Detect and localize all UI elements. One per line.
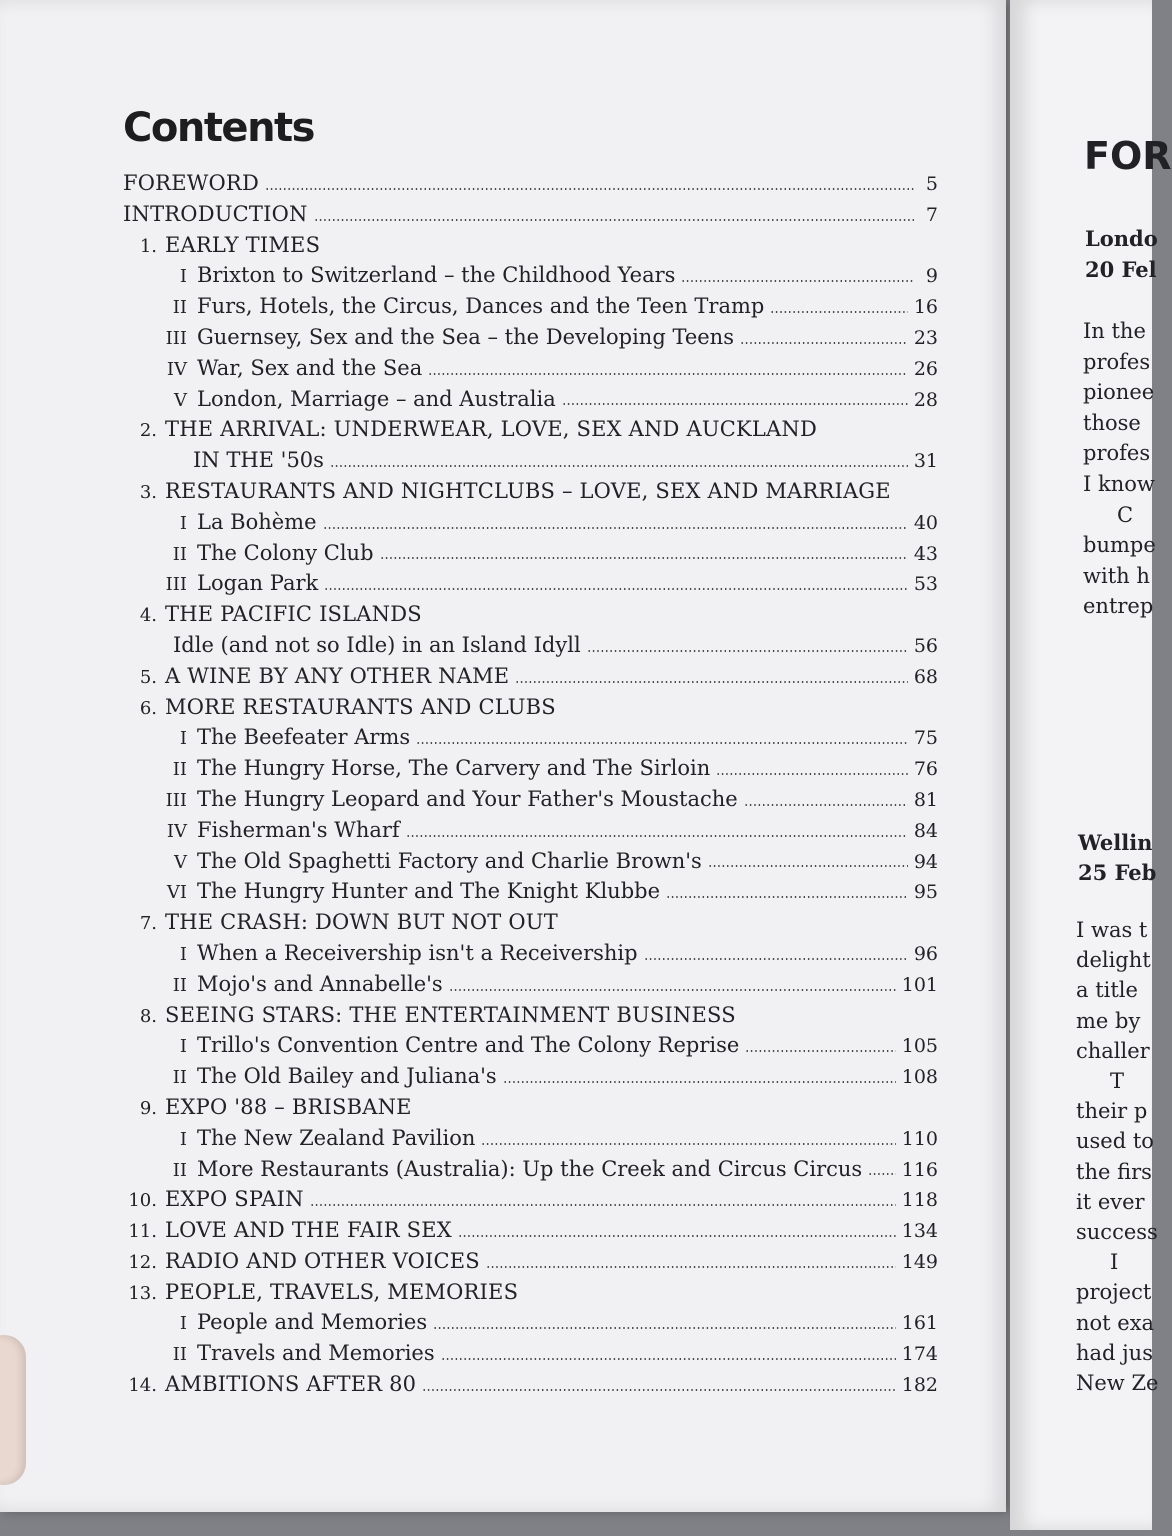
dot-leader <box>481 1143 895 1145</box>
entry-number: 5. <box>139 666 157 688</box>
entry-title: Trillo's Convention Centre and The Colony Reprise <box>197 1033 740 1058</box>
dot-leader <box>740 342 908 344</box>
entry-title: Logan Park <box>197 571 319 596</box>
entry-number: 1. <box>139 235 157 257</box>
toc-entry <box>123 1307 938 1338</box>
entry-title: The New Zealand Pavilion <box>197 1125 476 1150</box>
entry-page-number: 116 <box>901 1158 938 1181</box>
entry-page-number: 110 <box>901 1127 938 1150</box>
entry-title: Guernsey, Sex and the Sea – the Developing Teens <box>197 324 734 349</box>
entry-number: III <box>165 789 187 811</box>
dot-leader <box>330 465 908 467</box>
dot-leader <box>587 650 908 652</box>
toc-entry <box>123 1369 938 1400</box>
text-line-fragment: a title <box>1076 978 1138 1003</box>
entry-title: People and Memories <box>197 1310 428 1335</box>
entry-page-number: 43 <box>913 542 938 565</box>
entry-title: EXPO '88 – BRISBANE <box>165 1094 412 1119</box>
text-line-fragment: profes <box>1083 441 1151 466</box>
dot-leader <box>744 804 908 806</box>
text-line-fragment: used to <box>1076 1129 1154 1154</box>
entry-number: 7. <box>139 913 157 935</box>
dot-leader <box>310 1204 896 1206</box>
entry-page-number: 134 <box>901 1220 938 1243</box>
toc-entry <box>123 753 938 784</box>
entry-title: Brixton to Switzerland – the Childhood Years <box>197 263 676 288</box>
entry-title: The Hungry Leopard and Your Father's Moustache <box>197 786 738 811</box>
entry-number: II <box>172 1159 187 1181</box>
toc-entry <box>123 692 938 723</box>
entry-page-number: 31 <box>913 450 938 473</box>
entry-title: LOVE AND THE FAIR SEX <box>165 1218 452 1243</box>
entry-title: La Bohème <box>197 509 317 534</box>
entry-page-number: 5 <box>925 173 938 195</box>
dot-leader <box>458 1235 896 1237</box>
toc-entry <box>123 661 938 692</box>
text-line-fragment: delight <box>1076 948 1151 973</box>
foreword-heading-fragment: FOR <box>1084 134 1172 178</box>
toc-entry <box>123 199 938 230</box>
entry-number: 4. <box>139 605 157 627</box>
toc-entry <box>123 1246 938 1277</box>
entry-number: II <box>172 543 187 565</box>
toc-entry <box>123 876 938 907</box>
entry-number: IV <box>166 358 187 380</box>
entry-title: RESTAURANTS AND NIGHTCLUBS – LOVE, SEX AND MARRIAGE <box>165 478 891 503</box>
entry-title: The Hungry Horse, The Carvery and The Sirloin <box>197 756 711 781</box>
toc-entry <box>123 722 938 753</box>
entry-page-number: 26 <box>913 357 938 380</box>
entry-title: Travels and Memories <box>197 1341 435 1366</box>
entry-number: 11. <box>128 1221 157 1243</box>
toc-entry <box>123 969 938 1000</box>
dot-leader <box>770 311 907 313</box>
entry-page-number: 53 <box>913 573 938 596</box>
entry-title: A WINE BY ANY OTHER NAME <box>165 663 510 688</box>
entry-title: The Hungry Hunter and The Knight Klubbe <box>197 879 661 904</box>
contents-heading: Contents <box>123 105 314 151</box>
entry-number: 6. <box>139 697 157 719</box>
entry-number: II <box>172 1344 187 1366</box>
dot-leader <box>314 219 914 221</box>
entry-number: V <box>174 851 187 873</box>
dot-leader <box>416 742 908 744</box>
text-line-fragment: challer <box>1076 1038 1150 1063</box>
thumb <box>0 1335 26 1485</box>
text-line-fragment: profes <box>1083 349 1151 374</box>
entry-number: II <box>172 759 187 781</box>
text-line-fragment: not exa <box>1076 1310 1155 1335</box>
entry-page-number: 118 <box>901 1189 938 1212</box>
entry-title: THE CRASH: DOWN BUT NOT OUT <box>165 910 558 935</box>
table-of-contents <box>123 168 938 1400</box>
entry-title: MORE RESTAURANTS AND CLUBS <box>165 694 556 719</box>
toc-entry <box>123 815 938 846</box>
entry-number: 9. <box>139 1097 157 1119</box>
entry-page-number: 56 <box>913 634 938 657</box>
dot-leader <box>644 958 908 960</box>
text-line-fragment: it ever <box>1076 1189 1145 1214</box>
entry-number: I <box>179 266 187 288</box>
entry-title: More Restaurants (Australia): Up the Creek and Circus Circus <box>197 1156 863 1181</box>
entry-number: I <box>179 1128 187 1150</box>
toc-entry <box>123 476 938 507</box>
toc-entry <box>123 168 938 199</box>
entry-number: 8. <box>139 1005 157 1027</box>
entry-title: London, Marriage – and Australia <box>197 386 556 411</box>
toc-entry <box>123 230 938 261</box>
toc-entry <box>123 1123 938 1154</box>
toc-entry <box>123 599 938 630</box>
entry-page-number: 94 <box>913 850 938 873</box>
text-line-fragment: In the <box>1083 319 1146 343</box>
entry-number: 10. <box>128 1190 157 1212</box>
toc-entry <box>123 1154 938 1185</box>
entry-number: 14. <box>128 1375 157 1397</box>
entry-number: I <box>179 1036 187 1058</box>
entry-number: II <box>172 1067 187 1089</box>
dot-leader <box>428 373 908 375</box>
entry-title: THE ARRIVAL: UNDERWEAR, LOVE, SEX AND AUCKLAND <box>165 417 818 442</box>
entry-page-number: 40 <box>913 511 938 534</box>
entry-page-number: 161 <box>901 1312 938 1335</box>
dot-leader <box>323 527 908 529</box>
entry-number: VI <box>166 882 187 904</box>
dot-leader <box>422 1389 896 1391</box>
toc-entry <box>123 322 938 353</box>
entry-number: 3. <box>139 481 157 503</box>
toc-entry <box>123 1184 938 1215</box>
text-line-fragment: success <box>1076 1220 1158 1244</box>
entry-page-number: 174 <box>901 1343 938 1366</box>
entry-title: When a Receivership isn't a Receivership <box>197 940 638 965</box>
text-line-fragment: entrep <box>1083 594 1154 619</box>
dot-leader <box>449 989 896 991</box>
entry-page-number: 9 <box>925 265 938 288</box>
text-line-fragment: pionee <box>1083 380 1155 405</box>
entry-page-number: 68 <box>913 665 938 688</box>
entry-page-number: 95 <box>913 881 938 904</box>
dot-leader <box>486 1266 896 1268</box>
text-line-fragment: the firs <box>1076 1159 1152 1184</box>
toc-entry <box>123 1215 938 1246</box>
entry-title: THE PACIFIC ISLANDS <box>165 602 422 627</box>
entry-number: I <box>179 728 187 750</box>
entry-title: The Beefeater Arms <box>197 725 411 750</box>
toc-entry <box>123 445 938 476</box>
toc-entry <box>123 507 938 538</box>
entry-title: The Old Spaghetti Factory and Charlie Brown's <box>197 848 702 873</box>
entry-page-number: 149 <box>901 1250 938 1273</box>
toc-entry <box>123 353 938 384</box>
text-line-fragment: with h <box>1083 563 1150 588</box>
toc-entry <box>123 538 938 569</box>
text-line-fragment: C <box>1117 502 1134 527</box>
entry-page-number: 182 <box>901 1374 938 1397</box>
dot-leader <box>433 1327 896 1329</box>
dot-leader <box>503 1081 896 1083</box>
entry-title: AMBITIONS AFTER 80 <box>165 1372 417 1397</box>
entry-title: Fisherman's Wharf <box>197 817 400 842</box>
entry-page-number: 75 <box>913 727 938 750</box>
entry-page-number: 101 <box>901 973 938 996</box>
entry-title: INTRODUCTION <box>123 201 308 226</box>
text-line-fragment: I know <box>1083 472 1155 496</box>
entry-number: I <box>179 1313 187 1335</box>
toc-entry <box>123 630 938 661</box>
entry-number: 13. <box>128 1282 157 1304</box>
text-line-fragment: project <box>1076 1280 1152 1305</box>
dot-leader <box>716 773 908 775</box>
toc-entry <box>123 1277 938 1308</box>
entry-title: Furs, Hotels, the Circus, Dances and the Teen Tramp <box>197 294 765 319</box>
toc-entry <box>123 291 938 322</box>
entry-page-number: 105 <box>901 1035 938 1058</box>
text-line-fragment: bumpe <box>1083 533 1156 558</box>
toc-entry <box>123 1030 938 1061</box>
entry-page-number: 81 <box>913 788 938 811</box>
entry-title: SEEING STARS: THE ENTERTAINMENT BUSINESS <box>165 1002 736 1027</box>
toc-entry <box>123 846 938 877</box>
toc-entry <box>123 384 938 415</box>
entry-page-number: 96 <box>913 942 938 965</box>
entry-title: EARLY TIMES <box>165 232 321 257</box>
entry-number: III <box>165 327 187 349</box>
dot-leader <box>681 280 914 282</box>
toc-entry <box>123 784 938 815</box>
text-line-fragment: me by <box>1076 1008 1141 1033</box>
entry-title: War, Sex and the Sea <box>197 355 423 380</box>
dot-leader <box>441 1358 896 1360</box>
toc-entry <box>123 1000 938 1031</box>
dot-leader <box>666 896 908 898</box>
date-fragment-2: 25 Feb <box>1078 860 1157 885</box>
toc-entry <box>123 907 938 938</box>
entry-page-number: 84 <box>913 819 938 842</box>
entry-title: IN THE '50s <box>193 448 324 473</box>
date-fragment-1: 20 Fel <box>1085 257 1157 282</box>
text-line-fragment: I was t <box>1076 918 1148 942</box>
text-line-fragment: T <box>1110 1069 1125 1093</box>
entry-title: PEOPLE, TRAVELS, MEMORIES <box>165 1279 519 1304</box>
entry-title: FOREWORD <box>123 171 259 195</box>
entry-title: Mojo's and Annabelle's <box>197 971 443 996</box>
entry-number: 12. <box>128 1251 157 1273</box>
toc-entry <box>123 1092 938 1123</box>
toc-entry <box>123 260 938 291</box>
dot-leader <box>562 403 908 405</box>
entry-number: V <box>174 389 187 411</box>
toc-entry <box>123 1061 938 1092</box>
toc-entry <box>123 568 938 599</box>
entry-number: 2. <box>139 420 157 442</box>
place-fragment-2: Wellin <box>1078 830 1153 855</box>
entry-title: The Colony Club <box>197 540 374 565</box>
place-fragment-1: Londo <box>1085 226 1158 251</box>
entry-number: II <box>172 974 187 996</box>
text-line-fragment: New Ze <box>1076 1371 1159 1395</box>
entry-title: The Old Bailey and Juliana's <box>197 1064 497 1089</box>
dot-leader <box>515 681 908 683</box>
text-line-fragment: their p <box>1076 1099 1148 1124</box>
dot-leader <box>868 1173 896 1175</box>
entry-number: I <box>179 512 187 534</box>
entry-number: I <box>179 943 187 965</box>
text-line-fragment: had jus <box>1076 1340 1153 1365</box>
entry-page-number: 23 <box>913 326 938 349</box>
toc-entry <box>123 1338 938 1369</box>
text-line-fragment: I <box>1110 1250 1119 1275</box>
dot-leader <box>265 188 914 190</box>
dot-leader <box>324 588 908 590</box>
entry-page-number: 108 <box>901 1066 938 1089</box>
entry-page-number: 76 <box>913 758 938 781</box>
entry-number: III <box>165 574 187 596</box>
entry-page-number: 7 <box>925 203 938 226</box>
entry-title: EXPO SPAIN <box>165 1187 304 1212</box>
entry-title: RADIO AND OTHER VOICES <box>165 1248 480 1273</box>
dot-leader <box>380 557 908 559</box>
dot-leader <box>406 835 908 837</box>
dot-leader <box>708 865 908 867</box>
entry-number: II <box>172 297 187 319</box>
entry-number: IV <box>166 820 187 842</box>
toc-entry <box>123 414 938 445</box>
dot-leader <box>745 1050 895 1052</box>
toc-entry <box>123 938 938 969</box>
entry-page-number: 16 <box>913 296 938 319</box>
entry-page-number: 28 <box>913 388 938 411</box>
entry-title: Idle (and not so Idle) in an Island Idyll <box>173 632 581 657</box>
text-line-fragment: those <box>1083 410 1141 435</box>
